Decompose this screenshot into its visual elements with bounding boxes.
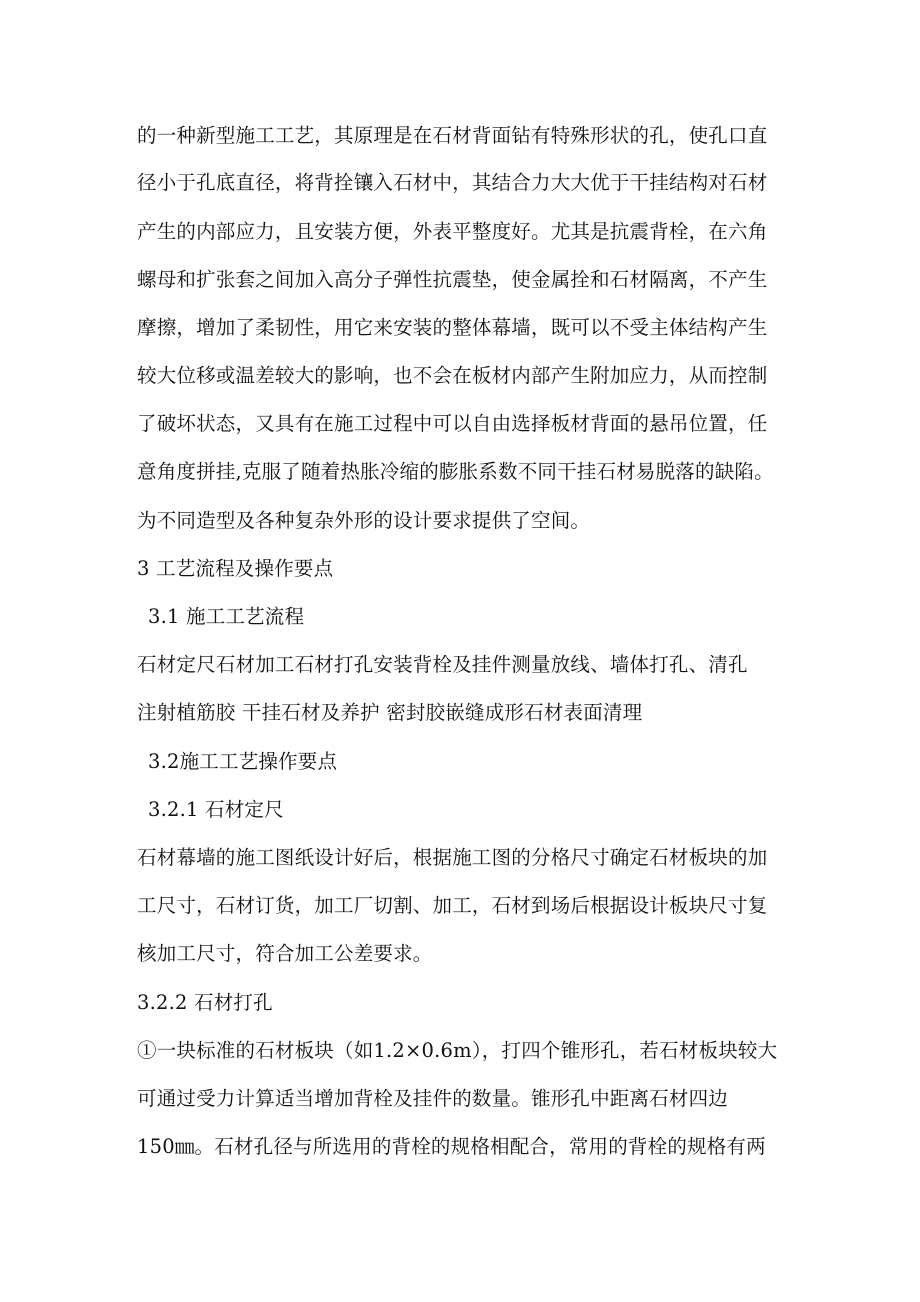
section-heading: 3 工艺流程及操作要点 <box>137 557 334 580</box>
paragraph-line: 石材定尺石材加工石材打孔安装背栓及挂件测量放线、墙体打孔、清孔 <box>137 653 748 676</box>
paragraph-line: 150㎜。石材孔径与所选用的背栓的规格相配合，常用的背栓的规格有两 <box>137 1135 766 1158</box>
paragraph-line: 工尺寸，石材订货，加工厂切割、加工，石材到场后根据设计板块尺寸复 <box>137 894 768 917</box>
subsection-heading: 3.2施工工艺操作要点 <box>148 750 338 773</box>
paragraph-line: 产生的内部应力，且安装方便，外表平整度好。尤其是抗震背栓，在六角 <box>137 220 768 243</box>
paragraph-line: 石材幕墙的施工图纸设计好后，根据施工图的分格尺寸确定石材板块的加 <box>137 846 768 869</box>
subsection-heading: 3.2.2 石材打孔 <box>137 991 273 1014</box>
paragraph-line: 意角度拼挂,克服了随着热胀冷缩的膨胀系数不同干挂石材易脱落的缺陷。 <box>137 460 774 483</box>
paragraph-line: 注射植筋胶 干挂石材及养护 密封胶嵌缝成形石材表面清理 <box>137 701 643 724</box>
subsection-heading: 3.1 施工工艺流程 <box>148 605 305 628</box>
paragraph-line: 核加工尺寸，符合加工公差要求。 <box>137 942 433 965</box>
paragraph-line: 了破坏状态，又具有在施工过程中可以自由选择板材背面的悬吊位置，任 <box>137 412 768 435</box>
subsection-heading: 3.2.1 石材定尺 <box>148 798 284 821</box>
paragraph-line: 为不同造型及各种复杂外形的设计要求提供了空间。 <box>137 509 591 532</box>
paragraph-line: 较大位移或温差较大的影响，也不会在板材内部产生附加应力，从而控制 <box>137 364 768 387</box>
paragraph-line: 可通过受力计算适当增加背栓及挂件的数量。锥形孔中距离石材四边 <box>137 1087 729 1110</box>
paragraph-line: 的一种新型施工工艺，其原理是在石材背面钻有特殊形状的孔，使孔口直 <box>137 124 768 147</box>
paragraph-line: ①一块标准的石材板块（如1.2×0.6m），打四个锥形孔，若石材板块较大 <box>137 1039 778 1062</box>
paragraph-line: 摩擦，增加了柔韧性，用它来安装的整体幕墙，既可以不受主体结构产生 <box>137 316 768 339</box>
paragraph-line: 径小于孔底直径，将背拴镶入石材中，其结合力大大优于干挂结构对石材 <box>137 171 768 194</box>
paragraph-line: 螺母和扩张套之间加入高分子弹性抗震垫，使金属拴和石材隔离，不产生 <box>137 268 768 291</box>
